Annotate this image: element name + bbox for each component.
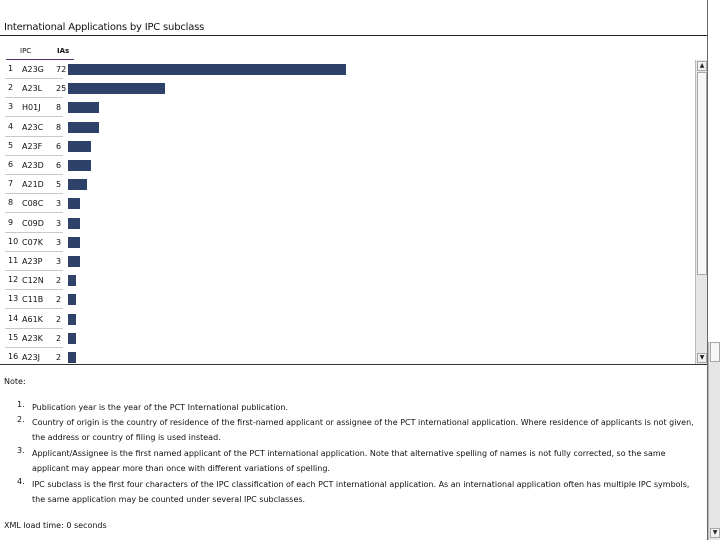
row-rank: 5 [8,140,14,150]
table-row [0,79,694,98]
ipc-code-link[interactable]: C08C [22,199,44,209]
ipc-code-link[interactable]: C12N [22,276,44,286]
chart-rows [0,60,694,364]
column-header-ias: IAs [57,47,70,55]
ia-count: 2 [56,353,62,362]
xml-load-time: XML load time: 0 seconds [4,521,107,530]
ipc-code-link[interactable]: A61K [22,314,43,324]
row-rank: 8 [8,198,14,208]
chart-bar [68,314,76,325]
chart-bar [68,141,91,152]
chart-bar [68,83,165,94]
ipc-code-link[interactable]: A23K [22,333,43,343]
table-row [0,233,694,252]
page-title: International Applications by IPC subclass [4,22,205,33]
ia-count: 8 [56,103,62,113]
row-rank: 9 [8,217,14,227]
row-rank: 1 [8,64,14,73]
column-header-ipc: IPC [20,47,32,55]
notes-heading: Note: [4,377,26,386]
note-number: 1. [17,400,25,409]
note-text: Applicant/Assignee is the first named applicant of the PCT international application. Note that alternative spelling of names is not fully corrected, so the same applicant may appear more than once with different variations of spelling. [32,449,666,473]
chart-bar [68,102,99,113]
row-rank: 15 [8,332,19,342]
ipc-code-link[interactable]: A23L [22,84,43,94]
notes-scrollbar[interactable] [708,342,720,540]
notes-scroll-down-icon[interactable]: ▼ [710,528,720,538]
ia-count: 6 [56,141,62,151]
ipc-code-link[interactable]: A23G [22,65,44,74]
notes-scroll-thumb[interactable] [710,342,720,362]
chart-bar [68,237,80,248]
row-rank: 7 [8,179,14,189]
ipc-code-link[interactable]: H01J [22,103,41,113]
chart-bar [68,218,80,229]
row-rank: 4 [8,121,14,131]
row-rank: 13 [8,294,19,304]
table-row [0,252,694,271]
row-rank: 16 [8,352,19,361]
chart-bar [68,275,76,286]
chart-bar [68,256,80,267]
ipc-code-link[interactable]: C07K [22,237,44,247]
note-text: Country of origin is the country of residence of the first-named applicant or assignee of the PCT international application. Where residence of applicants is not given, the address or country of filing is used instead. [32,418,694,442]
ipc-code-link[interactable]: A23P [22,257,43,266]
table-row [0,98,694,117]
chart-bar [68,294,76,305]
note-number: 3. [17,446,25,455]
ia-count: 2 [56,314,62,324]
table-row [0,290,694,309]
ipc-code-link[interactable]: A23C [22,122,44,132]
chart-bar [68,198,80,209]
chart-bar [68,333,76,344]
ia-count: 3 [56,257,62,266]
chart-scrollbar[interactable] [695,60,707,364]
ipc-code-link[interactable]: A23F [22,141,43,151]
row-rank: 3 [8,102,14,112]
ipc-code-link[interactable]: A23D [22,161,44,170]
ia-count: 2 [56,276,62,286]
ia-count: 6 [56,161,62,170]
note-number: 4. [17,477,25,486]
ia-count: 3 [56,199,62,209]
chart-bar [68,122,99,133]
ia-count: 8 [56,122,62,132]
note-text: IPC subclass is the first four characters of the IPC classification of each PCT international application. As an international application often has multiple IPC symbols, the same application may be counted under several IPC subclasses. [32,480,690,504]
table-row [0,214,694,233]
row-rank: 2 [8,83,14,93]
scroll-up-icon[interactable]: ▲ [697,61,707,71]
table-row [0,60,694,79]
table-row [0,329,694,348]
table-row [0,118,694,137]
ipc-code-link[interactable]: C11B [22,295,44,305]
ia-count: 2 [56,333,62,343]
row-rank: 10 [8,236,19,246]
chart-bar [68,64,346,75]
note-text: Publication year is the year of the PCT International publication. [32,403,289,412]
table-row [0,175,694,194]
table-row [0,348,694,364]
note-number: 2. [17,415,25,424]
table-row [0,194,694,213]
row-rank: 14 [8,313,19,323]
table-row [0,156,694,175]
ia-count: 72 [56,65,67,74]
row-rank: 11 [8,256,19,265]
row-rank: 12 [8,275,19,285]
table-row [0,137,694,156]
pane-divider [0,364,707,365]
ia-count: 25 [56,84,67,94]
chart-bar [68,352,76,363]
ia-count: 2 [56,295,62,305]
row-rank: 6 [8,160,14,169]
table-row [0,310,694,329]
chart-bar [68,160,91,171]
ipc-code-link[interactable]: C09D [22,218,44,228]
table-row [0,271,694,290]
ipc-code-link[interactable]: A21D [22,180,44,190]
title-divider [0,35,707,36]
scroll-thumb[interactable] [697,72,707,275]
scroll-down-icon[interactable]: ▼ [697,353,707,363]
ia-count: 5 [56,180,62,190]
ia-count: 3 [56,218,62,228]
ia-count: 3 [56,237,62,247]
ipc-code-link[interactable]: A23J [22,353,41,362]
chart-bar [68,179,87,190]
